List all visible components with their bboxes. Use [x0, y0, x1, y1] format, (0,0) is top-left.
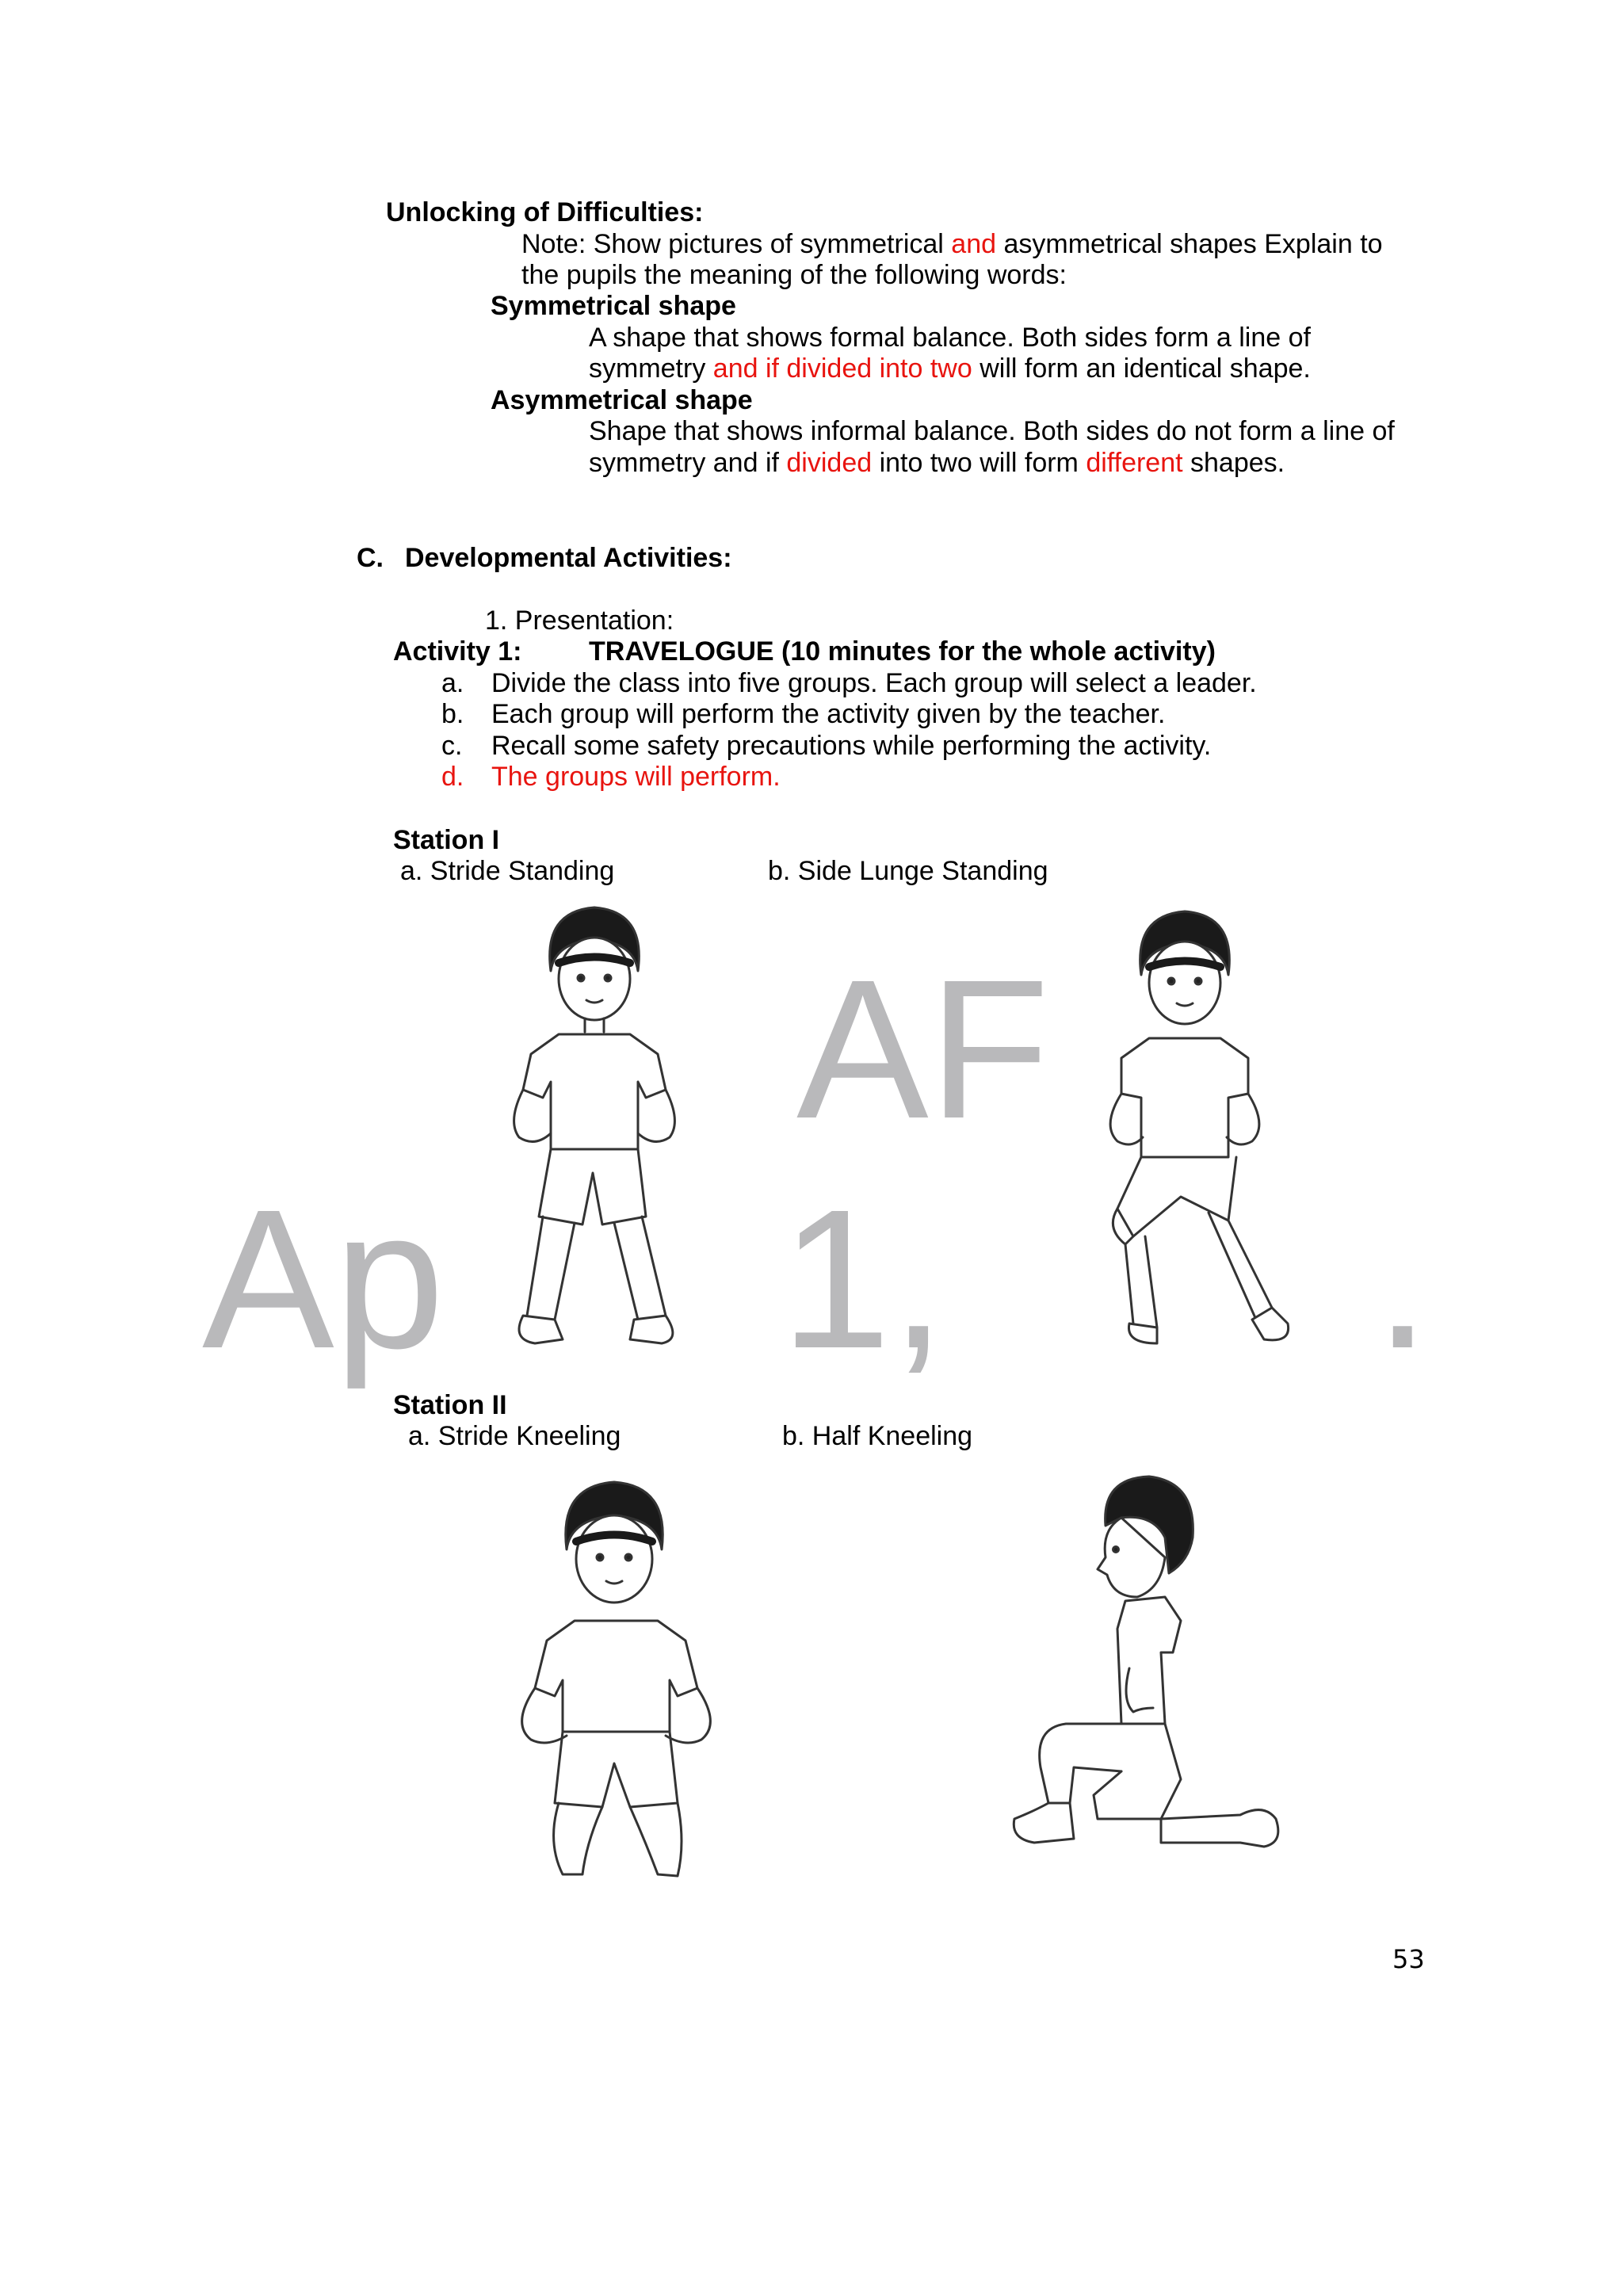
symmetrical-def-line-2 — [589, 353, 1311, 384]
step-marker: d. — [441, 762, 464, 792]
step-text: Each group will perform the activity given by the teacher. — [491, 699, 1166, 729]
section-letter: C. — [357, 543, 384, 573]
watermark-ap: Ap — [202, 1168, 445, 1389]
developmental-heading: Developmental Activities: — [405, 543, 732, 573]
def-red-text: different — [1086, 448, 1183, 478]
half-kneeling-illustration — [1002, 1470, 1304, 1882]
def-red-text: divided — [786, 448, 873, 478]
note-text: asymmetrical shapes Explain to — [996, 229, 1383, 259]
step-marker: c. — [441, 731, 463, 761]
station-2-title: Station II — [393, 1390, 507, 1420]
presentation-label: 1. Presentation: — [485, 606, 674, 636]
def-text: into two will form — [872, 448, 1086, 478]
note-line-2: the pupils the meaning of the following words: — [521, 260, 1067, 290]
stride-standing-illustration — [475, 896, 713, 1355]
step-text: Recall some safety precautions while performing the activity. — [491, 731, 1212, 761]
step-text: The groups will perform. — [491, 762, 781, 792]
step-text: Divide the class into five groups. Each group will select a leader. — [491, 668, 1257, 698]
asymmetrical-def-line-2 — [589, 447, 1285, 479]
station-2-caption-a: a. Stride Kneeling — [408, 1421, 621, 1451]
side-lunge-standing-illustration — [1038, 896, 1323, 1371]
note-line-1 — [521, 228, 1383, 260]
symmetrical-term: Symmetrical shape — [491, 291, 736, 321]
note-red-text: and — [951, 229, 997, 259]
step-marker: a. — [441, 668, 464, 698]
def-text: symmetry — [589, 353, 713, 384]
step-marker: b. — [441, 699, 464, 729]
asymmetrical-term: Asymmetrical shape — [491, 385, 753, 415]
watermark-date: 1, — [781, 1168, 946, 1389]
station-1-title: Station I — [393, 825, 500, 855]
station-2-caption-b: b. Half Kneeling — [782, 1421, 973, 1451]
station-1-caption-a: a. Stride Standing — [400, 856, 615, 886]
def-red-text: and if divided into two — [712, 353, 972, 384]
stride-kneeling-illustration — [491, 1470, 777, 1886]
symmetrical-def-line-1: A shape that shows formal balance. Both sides form a line of — [589, 323, 1311, 353]
def-text: shapes. — [1182, 448, 1285, 478]
unlocking-heading: Unlocking of Difficulties: — [386, 197, 704, 227]
def-text: symmetry and if — [589, 448, 787, 478]
activity-label: Activity 1: — [393, 636, 522, 667]
def-text: will form an identical shape. — [972, 353, 1311, 384]
station-1-caption-b: b. Side Lunge Standing — [768, 856, 1048, 886]
page-number: 53 — [1392, 1944, 1425, 1974]
note-text: Note: Show pictures of symmetrical — [521, 229, 952, 259]
watermark-dot: . — [1375, 1168, 1430, 1389]
asymmetrical-def-line-1: Shape that shows informal balance. Both sides do not form a line of — [589, 416, 1395, 446]
watermark-af: AF — [796, 938, 1050, 1159]
activity-title: TRAVELOGUE (10 minutes for the whole activity) — [589, 636, 1216, 667]
